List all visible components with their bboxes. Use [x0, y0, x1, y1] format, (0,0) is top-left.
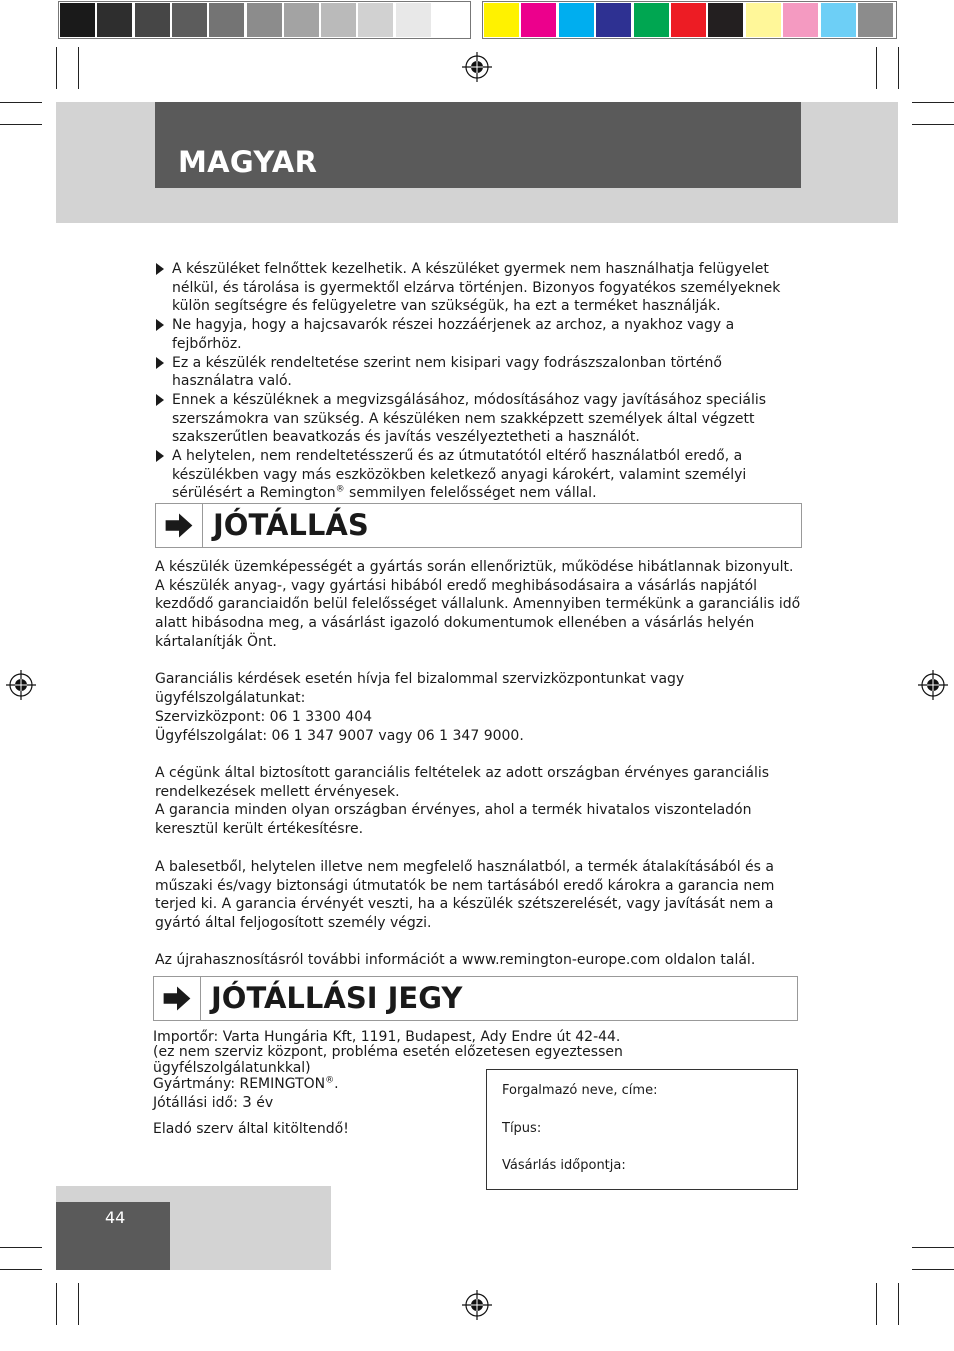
- arrow-right-icon: [156, 504, 203, 547]
- list-item: [155, 260, 803, 316]
- gray-swatch-frame: [58, 1, 471, 39]
- registration-mark-icon: [6, 670, 36, 700]
- list-item: [155, 316, 803, 353]
- warranty-period-unit: év: [251, 1095, 274, 1111]
- warranty-paragraph: A cégünk által biztosított garanciális feltételek az adott országban érvényes garanciális rendelkezések mellett érvényesek.: [155, 765, 770, 800]
- brand-text: Gyártmány: REMINGTON: [153, 1076, 326, 1092]
- warranty-contact-paragraph: Garanciális kérdések esetén hívja fel bizalommal szervizközpontunkat vagy ügyfélszolgálatunkat:: [155, 671, 685, 706]
- section-title: JÓTÁLLÁS: [213, 508, 369, 542]
- section-title: JÓTÁLLÁSI JEGY: [211, 981, 463, 1015]
- registered-mark: ®: [335, 484, 345, 495]
- purchase-date-field: Vásárlás időpontja:: [502, 1158, 626, 1173]
- importer-line: Importőr: Varta Hungária Kft, 1191, Budapest, Ady Endre út 42-44.: [153, 1029, 621, 1045]
- warranty-period-line: [153, 1093, 273, 1113]
- service-center-phone: Szervizközpont: 06 1 3300 404: [155, 709, 373, 725]
- section-header-warranty-card: [153, 976, 798, 1021]
- list-item: [155, 354, 803, 391]
- recycling-note: Az újrahasznosításról további információt a www.remington-europe.com oldalon talál.: [155, 952, 756, 968]
- list-item-text: Ne hagyja, hogy a hajcsavarók részei hozzáérjenek az archoz, a nyakhoz vagy a fejbőrhöz.: [172, 317, 735, 352]
- page-title: MAGYAR: [178, 145, 318, 179]
- arrow-right-icon: [154, 977, 201, 1020]
- warranty-paragraph: A garancia minden olyan országban érvényes, ahol a termék hivatalos viszonteladón keresztül került értékesítésre.: [155, 802, 752, 837]
- product-type-field: Típus:: [502, 1121, 542, 1136]
- registered-mark: ®: [325, 1075, 335, 1086]
- section-header-warranty: [155, 503, 802, 548]
- list-item: [155, 391, 803, 447]
- list-item: [155, 447, 803, 503]
- safety-list: [155, 260, 803, 503]
- warranty-paragraph: A balesetből, helytelen illetve nem megfelelő használatból, a termék átalakításából és a műszaki és/vagy biztonsági útmutatók be nem tartásából eredő károkra a garancia nem terjed ki. A garancia érvényét veszti, ha a készülék szétszerelését, vagy javítását nem a gyártó által feljogosított személy végzi.: [155, 859, 775, 932]
- seller-note: Eladó szerv által kitöltendő!: [153, 1121, 349, 1137]
- dealer-name-field: Forgalmazó neve, címe:: [502, 1083, 658, 1098]
- list-item-text: Ez a készülék rendeltetése szerint nem kisipari vagy fodrászszalonban történő használatra való.: [172, 354, 722, 390]
- list-item-text: A készüléket felnőttek kezelhetik. A készüléket gyermek nem használhatja felügyelet nélkül, és tárolása is gyermektől elzárva történjen. Bizonyos fogyatékos személyeknek külön segítségre és felügyeletre van szükségük, ha ezt a terméket használják.: [172, 261, 781, 315]
- warranty-period-value: 3: [242, 1093, 252, 1111]
- warranty-period-label: Jótállási idő:: [153, 1095, 243, 1111]
- list-item-text: A helytelen, nem rendeltetésszerű és az útmutatótól eltérő használatból eredő, a készülékben vagy más eszközökben keletkező anyagi károkért, valamint személyi sérülésért a Remington: [172, 448, 747, 502]
- dealer-info-box: [486, 1069, 798, 1190]
- importer-note-line: ügyfélszolgálatunkkal): [153, 1059, 311, 1076]
- registration-mark-icon: [918, 670, 948, 700]
- list-item-text: Ennek a készüléknek a megvizsgálásához, módosításához vagy javításához speciális szerszámokra van szükség. A készüléken nem szakképzett személyek által végzett szakszerűtlen beavatkozás és javítás veszélyeztetheti a használót.: [172, 391, 767, 446]
- brand-text: .: [334, 1076, 339, 1092]
- importer-note-line: (ez nem szerviz központ, probléma esetén előzetesen egyeztessen: [153, 1044, 623, 1060]
- brand-line: [153, 1075, 339, 1094]
- list-item-text: semmilyen felelősséget nem vállal.: [344, 485, 597, 502]
- registration-mark-icon: [462, 1290, 492, 1320]
- color-swatch-frame: [482, 1, 897, 39]
- registration-mark-icon: [462, 52, 492, 82]
- page-number: 44: [105, 1208, 126, 1227]
- warranty-paragraph: A készülék üzemképességét a gyártás során ellenőriztük, működése hibátlannak bizonyult. A készülék anyag-, vagy gyártási hibából eredő meghibásodásaira a vásárlás napjától kezdődő garanciaidőn belül felelősséget vállalunk. Amennyiben termékünk a garanciális idő alatt hibásodna meg, a vásárlást igazoló dokumentumok ellenében a vásárlás helyén kártalanítják Önt.: [155, 559, 801, 650]
- customer-service-phone: Ügyfélszolgálat: 06 1 347 9007 vagy 06 1 347 9000.: [155, 728, 524, 744]
